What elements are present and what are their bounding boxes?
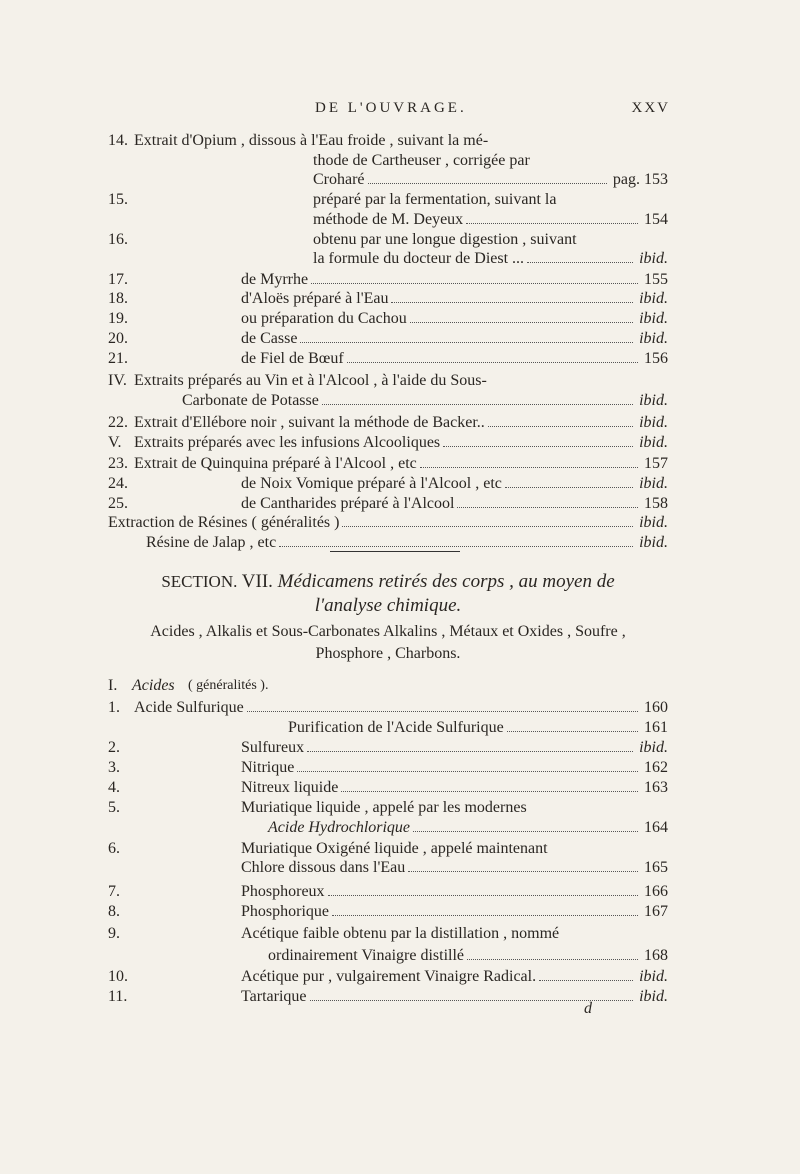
entry-page-ref: 154 — [644, 211, 668, 228]
extrait-row — [108, 473, 668, 495]
acide-row — [108, 777, 668, 799]
dot-leader — [410, 322, 633, 323]
entry-number: 20. — [108, 330, 128, 347]
dot-leader — [368, 183, 607, 184]
extrait-row — [108, 512, 668, 534]
acide-row — [108, 945, 668, 967]
section-label: SECTION. — [161, 572, 238, 591]
entry-text: Acétique faible obtenu par la distillation , nommé — [241, 925, 560, 942]
acide-row — [108, 697, 668, 719]
entry-text: ou préparation du Cachou — [241, 310, 407, 327]
entry-page-ref: pag. 153 — [612, 171, 668, 188]
entry-text: Phosphoreux — [241, 883, 325, 900]
entry-text: Phosphorique — [241, 903, 329, 920]
entry-number: 3. — [108, 759, 120, 776]
dot-leader — [297, 771, 638, 772]
entry-text: Purification de l'Acide Sulfurique — [288, 719, 504, 736]
acides-number: I. — [108, 677, 118, 694]
entry-text: la formule du docteur de Diest ... — [313, 250, 525, 267]
dot-leader — [443, 446, 633, 447]
acide-row — [108, 966, 668, 988]
entry-text: de Cantharides préparé à l'Alcool — [241, 495, 455, 512]
entry-page-ref: ibid. — [639, 414, 668, 431]
section-intro — [108, 621, 668, 665]
dot-leader — [342, 526, 633, 527]
extrait-row — [108, 189, 668, 211]
running-header — [110, 100, 670, 122]
entry-number: V. — [108, 434, 122, 451]
entry-text: Extrait d'Ellébore noir , suivant la méthode de Backer.. — [134, 414, 485, 431]
entry-number: 4. — [108, 779, 120, 796]
entry-text: de Noix Vomique préparé à l'Alcool , etc — [241, 475, 502, 492]
entry-text: thode de Cartheuser , corrigée par — [313, 152, 530, 169]
extrait-row — [108, 130, 668, 152]
running-title: DE L'OUVRAGE. — [315, 100, 467, 116]
entry-page-ref: ibid. — [639, 739, 668, 756]
entry-page-ref: 165 — [644, 859, 668, 876]
entry-number: IV. — [108, 372, 127, 389]
entry-number: 19. — [108, 310, 128, 327]
entry-number: 10. — [108, 968, 128, 985]
acide-row — [108, 923, 668, 945]
entry-page-ref: ibid. — [639, 988, 668, 1005]
dot-leader — [391, 302, 633, 303]
acides-word: Acides — [132, 677, 175, 694]
dot-leader — [466, 223, 638, 224]
extrait-row — [108, 248, 668, 270]
extrait-row — [108, 169, 668, 191]
entry-text: Résine de Jalap , etc — [146, 534, 277, 551]
dot-leader — [279, 546, 633, 547]
acide-row — [108, 901, 668, 923]
acide-row — [108, 717, 668, 739]
extrait-row — [108, 390, 668, 412]
dot-leader — [539, 980, 633, 981]
entry-text: d'Aloës préparé à l'Eau — [241, 290, 389, 307]
dot-leader — [408, 871, 638, 872]
dot-leader — [505, 487, 633, 488]
entry-page-ref: 155 — [644, 271, 668, 288]
entry-page-ref: 161 — [644, 719, 668, 736]
acide-row — [108, 797, 668, 819]
entry-number: 5. — [108, 799, 120, 816]
entry-text: de Casse — [241, 330, 298, 347]
entry-text: Extraction de Résines ( généralités ) — [108, 514, 340, 531]
dot-leader — [322, 404, 633, 405]
entry-number: 18. — [108, 290, 128, 307]
dot-leader — [457, 507, 638, 508]
entry-page-ref: 166 — [644, 883, 668, 900]
dot-leader — [341, 791, 638, 792]
entry-text: Carbonate de Potasse — [182, 392, 319, 409]
entry-page-ref: 168 — [644, 947, 668, 964]
intro-line-2: Phosphore , Charbons. — [315, 645, 461, 662]
entry-text: Acétique pur , vulgairement Vinaigre Radical. — [241, 968, 537, 985]
section-title-line-2: l'analyse chimique. — [314, 595, 462, 616]
entry-number: 1. — [108, 699, 120, 716]
entry-text: méthode de M. Deyeux — [313, 211, 464, 228]
entry-number: 9. — [108, 925, 120, 942]
entry-page-ref: ibid. — [639, 330, 668, 347]
entry-number: 11. — [108, 988, 128, 1005]
entry-number: 21. — [108, 350, 128, 367]
section-divider — [330, 551, 460, 552]
entry-text: Muriatique liquide , appelé par les modernes — [241, 799, 527, 816]
entry-page-ref: 158 — [644, 495, 668, 512]
acide-row — [108, 757, 668, 779]
entry-text: Tartarique — [241, 988, 307, 1005]
extrait-row — [108, 453, 668, 475]
entry-page-ref: ibid. — [639, 250, 668, 267]
entry-text: Acide Sulfurique — [134, 699, 244, 716]
entry-page-ref: 160 — [644, 699, 668, 716]
section-heading — [108, 570, 668, 618]
entry-text: Extraits préparés au Vin et à l'Alcool , à l'aide du Sous- — [134, 372, 487, 389]
entry-text: Muriatique Oxigéné liquide , appelé maintenant — [241, 840, 548, 857]
extrait-row — [108, 348, 668, 370]
entry-number: 25. — [108, 495, 128, 512]
dot-leader — [332, 915, 638, 916]
entry-number: 24. — [108, 475, 128, 492]
dot-leader — [420, 467, 638, 468]
dot-leader — [347, 362, 638, 363]
dot-leader — [488, 426, 633, 427]
entry-number: 14. — [108, 132, 128, 149]
page-number: XXV — [631, 100, 670, 116]
dot-leader — [413, 831, 638, 832]
entry-page-ref: ibid. — [639, 392, 668, 409]
dot-leader — [467, 959, 638, 960]
acide-row — [108, 737, 668, 759]
entry-text: Extraits préparés avec les infusions Alcooliques — [134, 434, 441, 451]
entry-text: préparé par la fermentation, suivant la — [313, 191, 557, 208]
entry-page-ref: 162 — [644, 759, 668, 776]
entry-page-ref: ibid. — [639, 310, 668, 327]
entry-page-ref: ibid. — [639, 514, 668, 531]
entry-page-ref: 164 — [644, 819, 668, 836]
entry-number: 22. — [108, 414, 128, 431]
entry-number: 2. — [108, 739, 120, 756]
acide-row — [108, 881, 668, 903]
extrait-row — [108, 209, 668, 231]
section-title-line-1: Médicamens retirés des corps , au moyen de — [277, 571, 615, 592]
dot-leader — [300, 342, 633, 343]
entry-number: 7. — [108, 883, 120, 900]
entry-number: 16. — [108, 231, 128, 248]
dot-leader — [328, 895, 638, 896]
entry-text: Nitreux liquide — [241, 779, 339, 796]
entry-page-ref: 167 — [644, 903, 668, 920]
extrait-row — [108, 412, 668, 434]
entry-page-ref: 157 — [644, 455, 668, 472]
entry-text: ordinairement Vinaigre distillé — [268, 947, 465, 964]
entry-page-ref: ibid. — [639, 968, 668, 985]
entry-text: de Myrrhe — [241, 271, 309, 288]
entry-number: 6. — [108, 840, 120, 857]
entry-number: 8. — [108, 903, 120, 920]
acide-row — [108, 817, 668, 839]
acides-heading — [108, 675, 668, 697]
dot-leader — [307, 751, 633, 752]
entry-text: Nitrique — [241, 759, 295, 776]
entry-text: de Fiel de Bœuf — [241, 350, 344, 367]
entry-number: 23. — [108, 455, 128, 472]
dot-leader — [507, 731, 638, 732]
extrait-row — [108, 432, 668, 454]
entry-page-ref: 163 — [644, 779, 668, 796]
signature-mark: d — [584, 1000, 592, 1017]
entry-page-ref: ibid. — [639, 434, 668, 451]
entry-number: 17. — [108, 271, 128, 288]
section-number: VII. — [241, 571, 273, 592]
entry-page-ref: ibid. — [639, 475, 668, 492]
entry-text: obtenu par une longue digestion , suivant — [313, 231, 577, 248]
dot-leader — [247, 711, 638, 712]
entry-text: Croharé — [313, 171, 365, 188]
entry-text: Extrait de Quinquina préparé à l'Alcool , etc — [134, 455, 417, 472]
extrait-row — [108, 370, 668, 392]
entry-page-ref: ibid. — [639, 534, 668, 551]
extrait-row — [108, 288, 668, 310]
extrait-row — [108, 328, 668, 350]
entry-text: Extrait d'Opium , dissous à l'Eau froide , suivant la mé- — [134, 132, 489, 149]
extrait-row — [108, 308, 668, 330]
entry-text: Sulfureux — [241, 739, 305, 756]
entry-number: 15. — [108, 191, 128, 208]
entry-page-ref: ibid. — [639, 290, 668, 307]
entry-page-ref: 156 — [644, 350, 668, 367]
intro-line-1: Acides , Alkalis et Sous-Carbonates Alkalins , Métaux et Oxides , Soufre , — [150, 623, 626, 640]
acides-rest: ( généralités ). — [188, 678, 269, 693]
acide-row — [108, 857, 668, 879]
entry-text: Chlore dissous dans l'Eau — [241, 859, 406, 876]
dot-leader — [527, 262, 633, 263]
entry-text: Acide Hydrochlorique — [268, 819, 411, 836]
dot-leader — [311, 283, 638, 284]
